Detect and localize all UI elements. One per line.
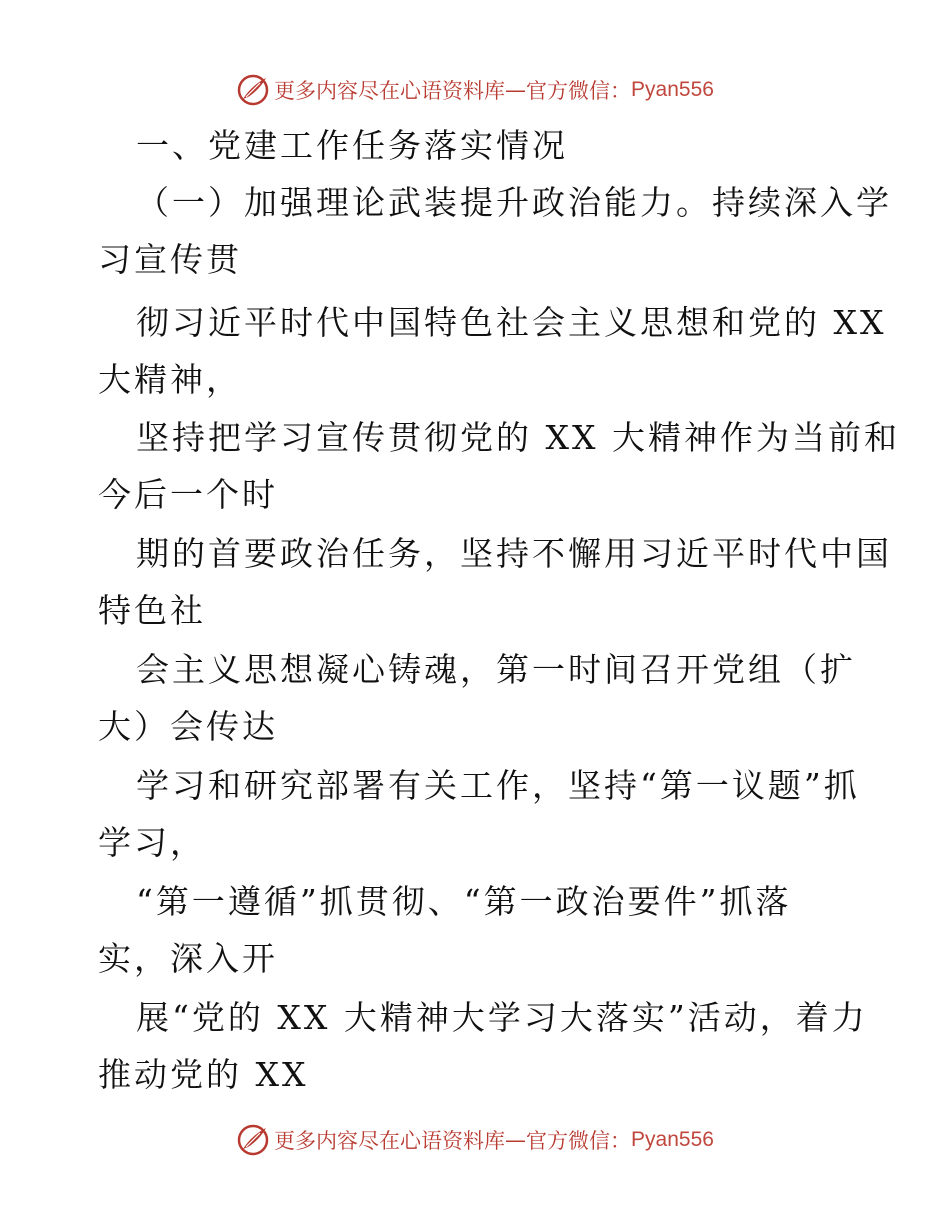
paragraph-line: 会主义思想凝心铸魂，第一时间召开党组（扩 [136,650,856,689]
paragraph-line: 坚持把学习宣传贯彻党的 XX 大精神作为当前和 [136,418,900,457]
banner-text: 更多内容尽在心语资料库 [274,79,506,103]
paragraph-line: “第一遵循”抓贯彻、“第一政治要件”抓落 [136,882,792,921]
paragraph-line: 期的首要政治任务，坚持不懈用习近平时代中国 [136,534,892,573]
paragraph-line: 展“党的 XX 大精神大学习大落实”活动，着力 [136,998,868,1037]
banner-wechat-label: 官方微信： [526,79,632,103]
paragraph-line: 学习和研究部署有关工作，坚持“第一议题”抓 [136,766,860,805]
banner-separator: — [505,1128,527,1152]
banner-wechat-id: Pyan556 [631,78,714,101]
paragraph-line: 习宣传贯 [98,240,242,279]
paragraph-line: 实，深入开 [98,939,278,978]
paragraph-line: 特色社 [98,591,206,630]
section-heading: 一、党建工作任务落实情况 [136,126,568,165]
banner-wechat-label: 官方微信： [526,1129,632,1153]
header-banner [0,70,950,110]
paragraph-line: 彻习近平时代中国特色社会主义思想和党的 XX [136,303,887,342]
feather-pen-logo-icon [236,73,270,107]
paragraph-line: 今后一个时 [98,475,278,514]
paragraph-line: 学习， [98,823,206,862]
paragraph-line: 大）会传达 [98,707,278,746]
paragraph-line: 大精神， [98,360,242,399]
paragraph-line: （一）加强理论武装提升政治能力。持续深入学 [136,183,892,222]
banner-separator: — [505,78,527,102]
banner-text: 更多内容尽在心语资料库 [274,1129,506,1153]
footer-banner [0,1120,950,1160]
paragraph-line: 推动党的 XX [98,1055,309,1094]
feather-pen-logo-icon [236,1123,270,1157]
banner-wechat-id: Pyan556 [631,1128,714,1151]
